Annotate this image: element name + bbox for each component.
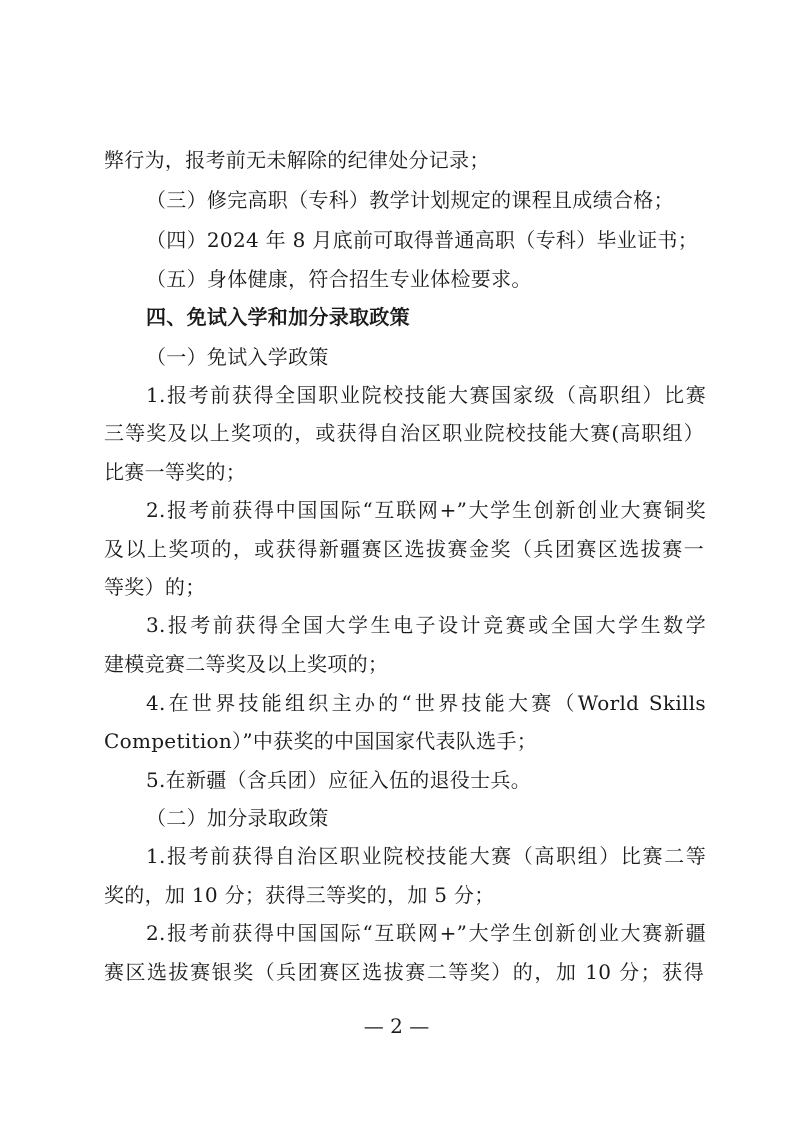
exemption-3-line-1: 3.报考前获得全国大学生电子设计竞赛或全国大学生数学 [146, 613, 706, 637]
body-line-1: 弊行为，报考前无未解除的纪律处分记录； [104, 148, 490, 172]
bonus-2-line-1: 2.报考前获得中国国际“互联网+”大学生创新创业大赛新疆 [146, 921, 706, 945]
subsection-exemption: （一）免试入学政策 [146, 345, 329, 369]
exemption-5-line-1: 5.在新疆（含兵团）应征入伍的退役士兵。 [146, 768, 532, 792]
exemption-1-line-2: 三等奖及以上奖项的，或获得自治区职业院校技能大赛(高职组） [104, 421, 704, 445]
exemption-1-line-1: 1.报考前获得全国职业院校技能大赛国家级（高职组）比赛 [146, 383, 706, 407]
exemption-2-line-1: 2.报考前获得中国国际“互联网+”大学生创新创业大赛铜奖 [146, 498, 706, 522]
bonus-1-line-1: 1.报考前获得自治区职业院校技能大赛（高职组）比赛二等 [146, 844, 706, 868]
exemption-3-line-2: 建模竞赛二等奖及以上奖项的； [104, 652, 389, 676]
exemption-2-line-2: 及以上奖项的，或获得新疆赛区选拔赛金奖（兵团赛区选拔赛一 [104, 537, 704, 561]
item-three: （三）修完高职（专科）教学计划规定的课程且成绩合格； [146, 188, 674, 212]
bonus-2-line-2: 赛区选拔赛银奖（兵团赛区选拔赛二等奖）的，加 10 分；获得 [104, 960, 704, 984]
exemption-4-line-1: 4.在世界技能组织主办的“世界技能大赛（World Skills [146, 691, 706, 715]
exemption-2-line-3: 等奖）的； [104, 575, 206, 599]
bonus-1-line-2: 奖的，加 10 分；获得三等奖的，加 5 分； [104, 883, 495, 907]
item-five: （五）身体健康，符合招生专业体检要求。 [146, 267, 532, 291]
page-number: — 2 — [363, 1014, 430, 1038]
exemption-1-line-3: 比赛一等奖的； [104, 460, 247, 484]
item-four: （四）2024 年 8 月底前可取得普通高职（专科）毕业证书； [146, 228, 698, 252]
subsection-bonus: （二）加分录取政策 [146, 806, 329, 830]
section-heading: 四、免试入学和加分录取政策 [146, 305, 410, 329]
exemption-4-line-2: Competition）”中获奖的中国国家代表队选手； [104, 729, 538, 753]
